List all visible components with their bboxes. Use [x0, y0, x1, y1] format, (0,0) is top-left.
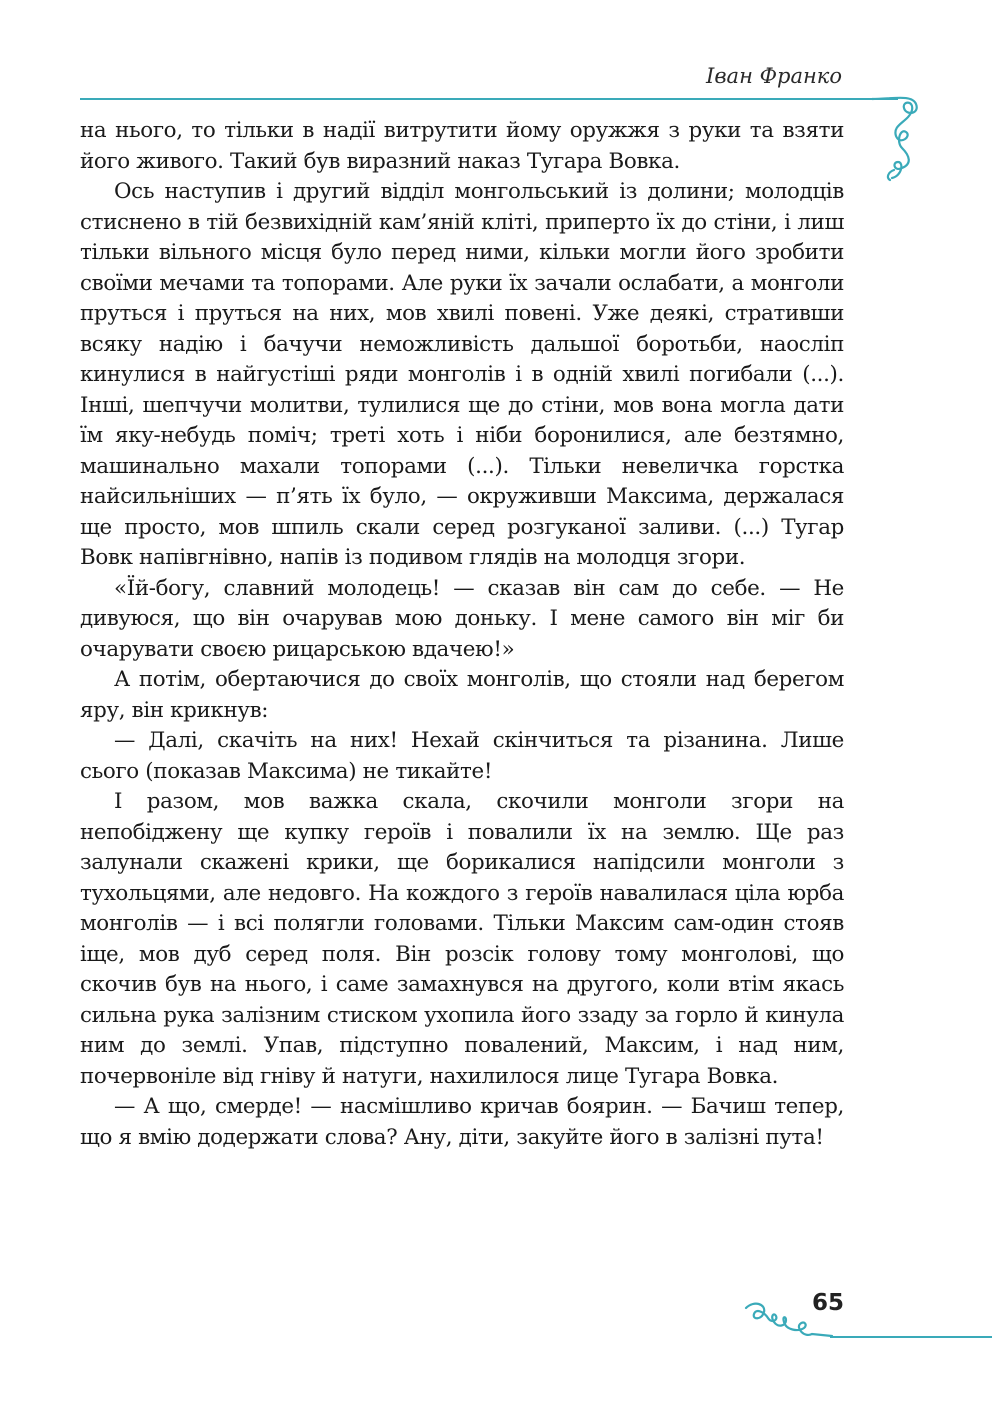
paragraph: — Далі, скачіть на них! Нехай скінчиться та різанина. Лише сього (показав Максима) не тикайте! [80, 728, 844, 784]
header-rule [80, 98, 898, 100]
paragraph: Ось наступив і другий відділ монгольський із долини; молодців стиснено в тій безвихідній кам’яній кліті, приперто їх до стіни, і лиш тільки вільного місця було перед ними, кільки могли його зробити своїми мечами та топорами. Але руки їх зачали ослабати, а монголи пруться і пруться на них, мов хвилі повені. Уже деякі, стративши всяку надію і бачучи неможливість дальшої боротьби, наосліп кинулися в найгустіші ряди монголів і в одній хвилі погибали (...). Інші, шепчучи молитви, тулилися ще до стіни, мов вона могла дати їм яку-небудь поміч; треті хоть і ніби боронилися, але безтямно, машинально махали топорами (...). Тільки невеличка горстка найсильніших — п’ять їх було, — окруживши Максима, держалася ще просто, мов шпиль скали серед розгуканої заливи. (...) Тугар Вовк напівгнівно, напів із подивом глядів на молодця згори. [80, 179, 844, 570]
footer-rule [830, 1336, 992, 1338]
body-text [80, 116, 844, 1153]
paragraph: І разом, мов важка скала, скочили монголи згори на непобіджену ще купку героїв і повалили їх на землю. Ще раз залунали скажені крики, ще борикалися напідсили монголи з тухольцями, але недовго. На кождого з героїв навалилася ціла юрба монголів — і всі полягли головами. Тільки Максим сам-один стояв іще, мов дуб серед поля. Він розсік голову тому монголові, що скочив був на нього, і саме замахнувся на другого, коли втім якась сильна рука залізним стиском ухопила його ззаду за горло й кинула ним до землі. Упав, підступно повалений, Максим, і над ним, почервоніле від гніву й натуги, нахилилося лице Тугара Вовка. [80, 789, 844, 1089]
page-number: 65 [812, 1290, 845, 1316]
swirl-ornament-icon [872, 86, 926, 196]
running-header-author: Іван Франко [706, 64, 842, 88]
paragraph: А потім, обертаючися до своїх монголів, що стояли над берегом яру, він крикнув: [80, 667, 844, 723]
paragraph: на нього, то тільки в надії витрутити йому оружжя з руки та взяти його живого. Такий був виразний наказ Тугара Вовка. [80, 118, 844, 174]
paragraph: — А що, смерде! — насмішливо кричав боярин. — Бачиш тепер, що я вмію додержати слова? Ану, діти, закуйте його в залізні пута! [80, 1094, 844, 1150]
paragraph: «Їй-богу, славний молодець! — сказав він сам до себе. — Не дивуюся, що він очарував мою доньку. І мене самого він міг би очарувати своєю рицарською вдачею!» [80, 575, 844, 662]
